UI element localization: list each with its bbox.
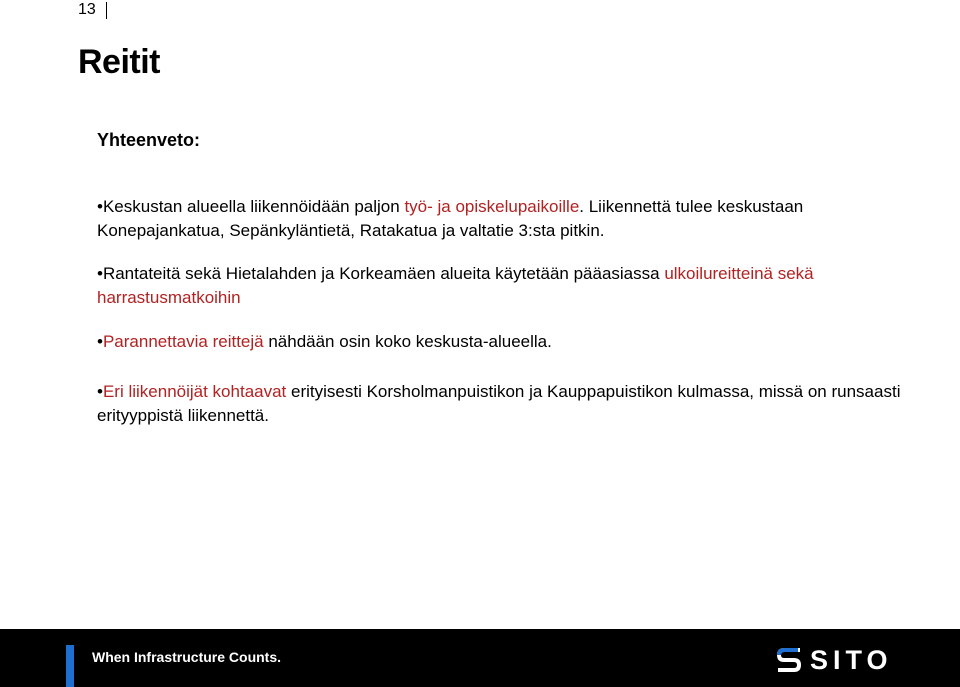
paragraph-operators-meet bbox=[97, 380, 917, 428]
paragraph-shore-roads bbox=[97, 262, 917, 310]
sito-logo-icon bbox=[776, 646, 802, 674]
paragraph-text: erityisesti Korsholmanpuistikon ja Kauppapuistikon kulmassa, missä on runsaasti erityyppistä liikennettä. bbox=[97, 382, 901, 425]
footer-bar bbox=[0, 629, 960, 687]
paragraph-text: •Rantateitä sekä Hietalahden ja Korkeamäen alueita käytetään pääasiassa bbox=[97, 264, 665, 283]
footer-tagline: When Infrastructure Counts. bbox=[92, 649, 282, 665]
paragraph-text: nähdään osin koko keskusta-alueella. bbox=[263, 332, 552, 351]
paragraph-text: • bbox=[97, 332, 103, 351]
summary-heading: Yhteenveto: bbox=[97, 130, 201, 150]
sito-logo-text: SITO bbox=[810, 645, 893, 675]
page-number-divider bbox=[106, 2, 107, 19]
sito-logo bbox=[776, 645, 893, 675]
highlight-text: Eri liikennöijät kohtaavat bbox=[102, 382, 287, 401]
paragraph-text: •Keskustan alueella liikennöidään paljon bbox=[97, 197, 405, 216]
paragraph-text: • bbox=[97, 382, 103, 401]
highlight-text: ulkoilureitteinä sekä harrastusmatkoihin bbox=[97, 264, 814, 307]
highlight-text: Parannettavia reittejä bbox=[102, 332, 264, 351]
paragraph-work-study bbox=[97, 195, 917, 243]
footer-accent-stripe bbox=[66, 645, 74, 687]
page-number: 13 bbox=[78, 1, 96, 18]
paragraph-improvable-routes bbox=[97, 330, 917, 354]
paragraph-text: . Liikennettä tulee keskustaan Konepajankatua, Sepänkyläntietä, Ratakatua ja valtatie 3:sta pitkin. bbox=[97, 197, 804, 240]
highlight-text: työ- ja opiskelupaikoille bbox=[404, 197, 580, 216]
slide-title: Reitit bbox=[78, 43, 160, 81]
